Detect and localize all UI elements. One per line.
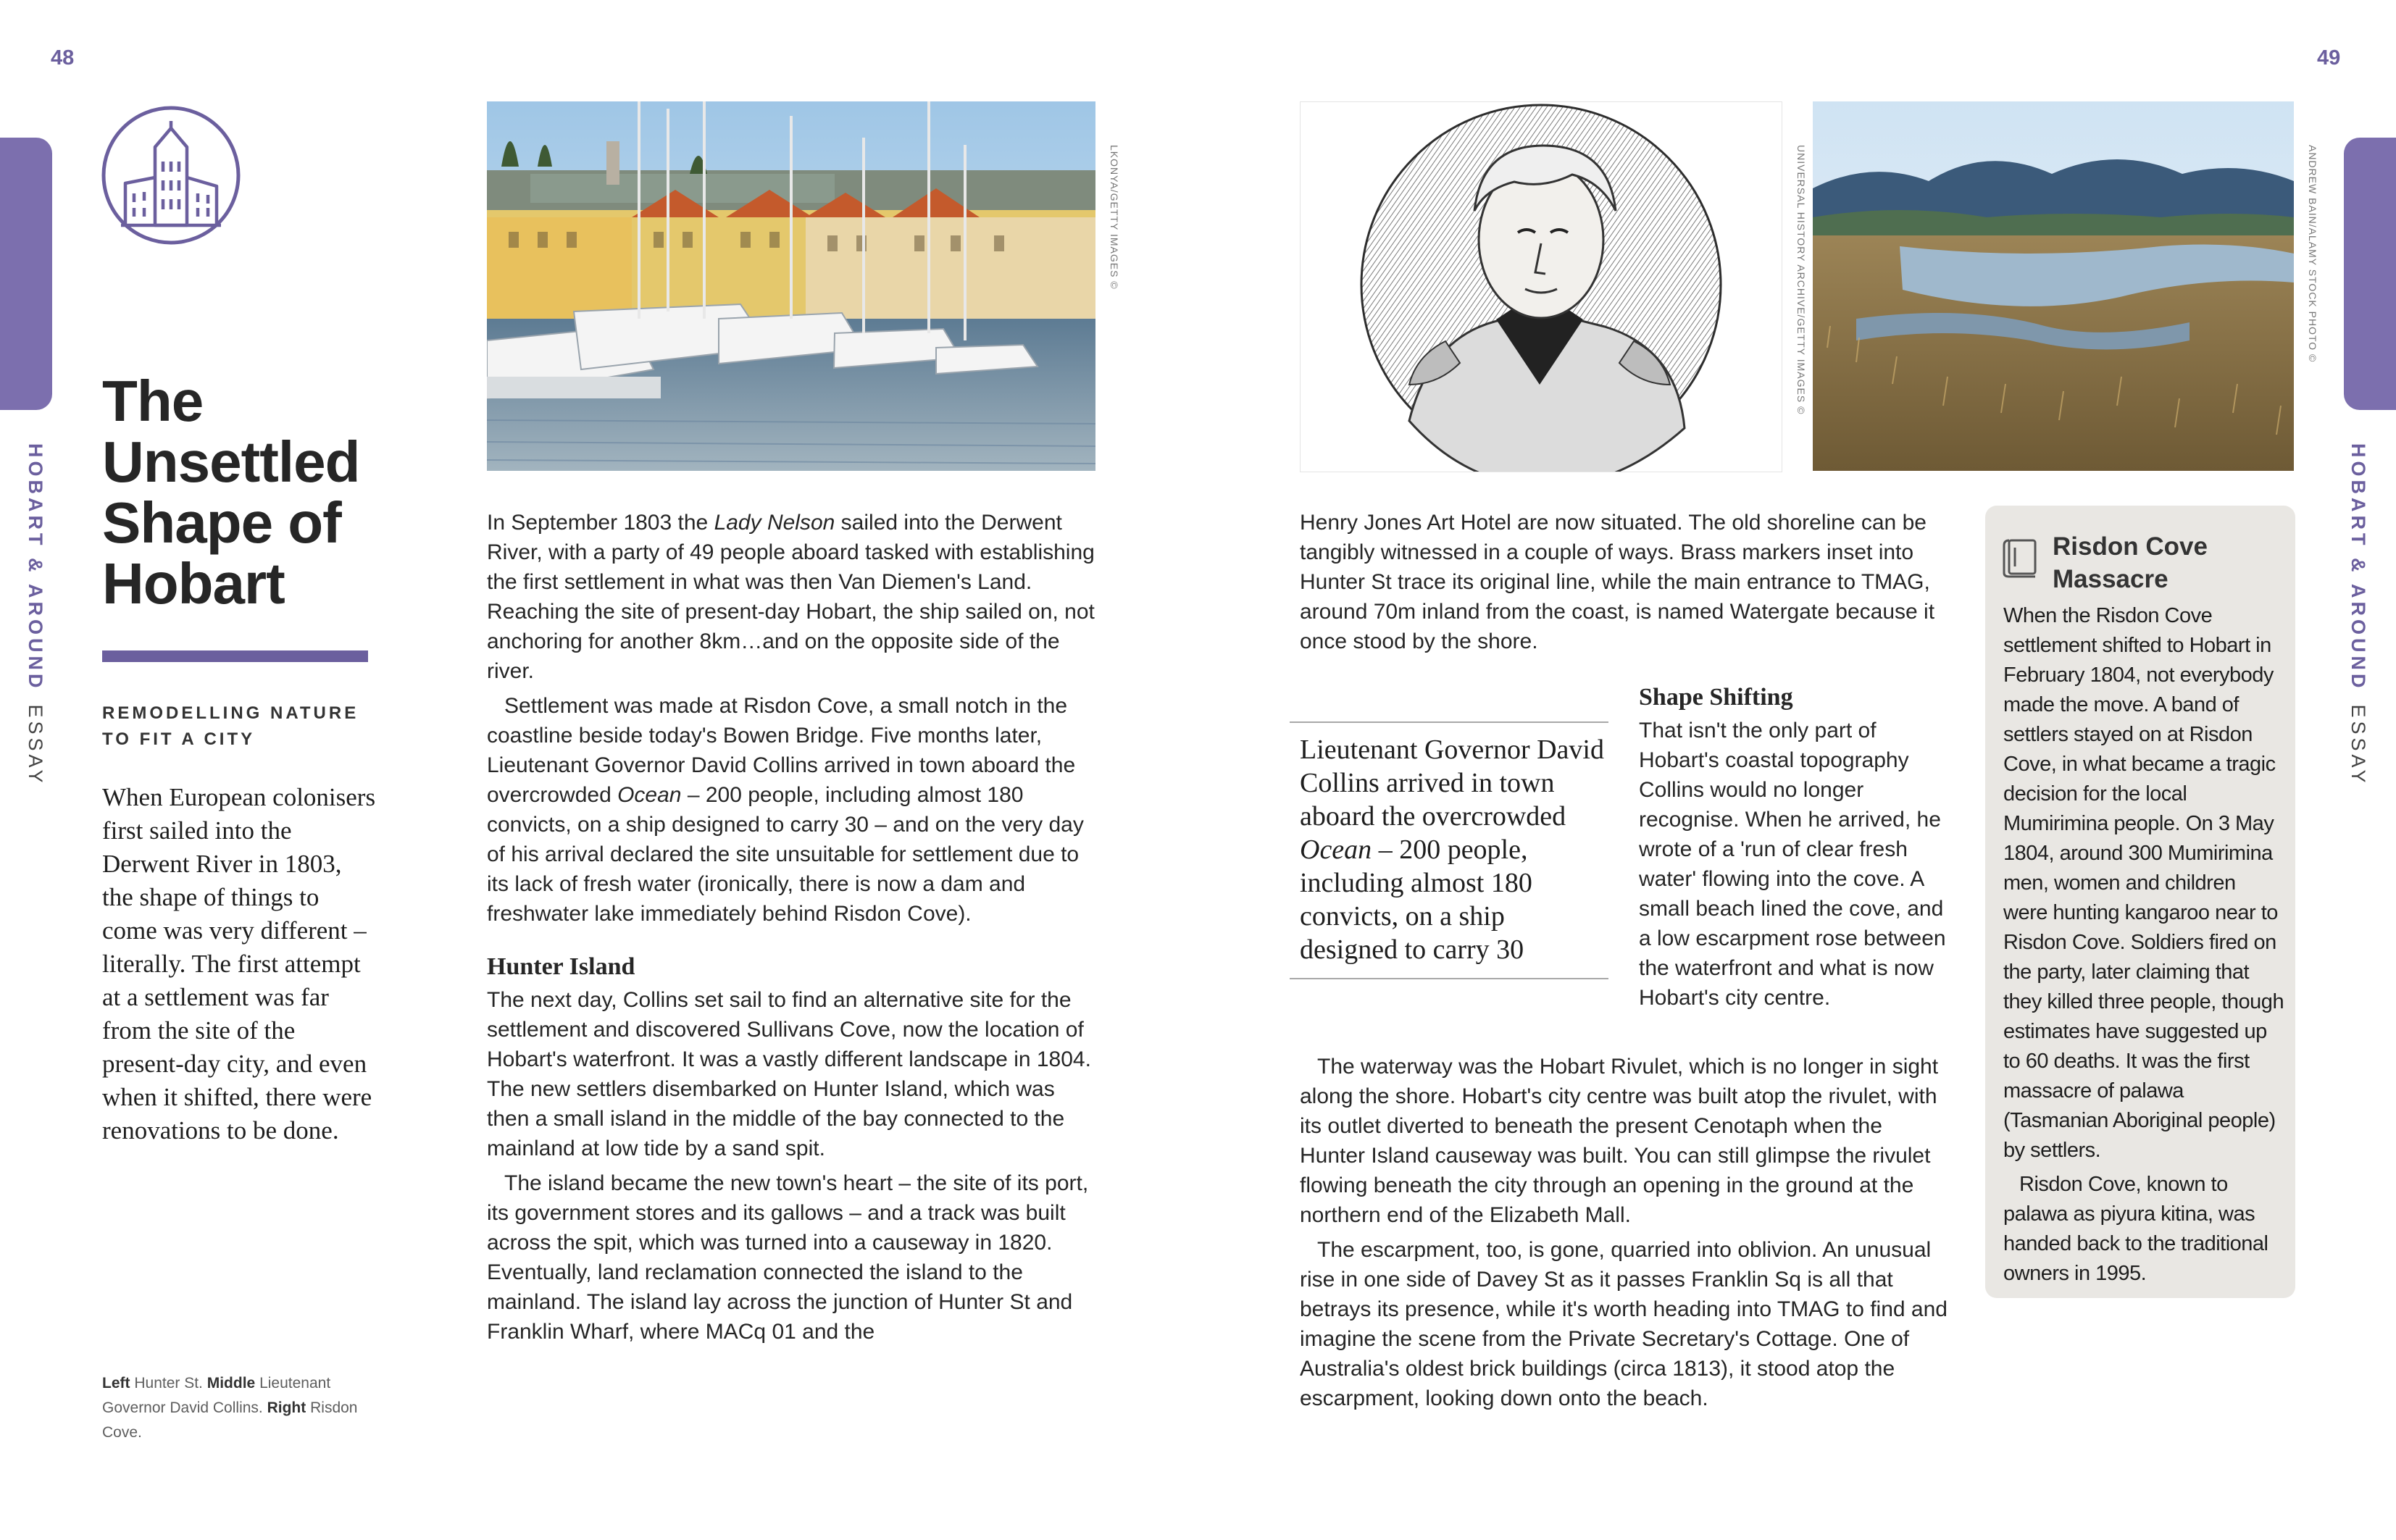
paragraph: The escarpment, too, is gone, quarried into oblivion. An unusual rise in one side of Davey St as it passes Franklin Sq is all that betrays its presence, while it's worth heading into TMAG to find and imagine the scene from the Private Secretary's Cottage. One of Australia's oldest brick buildings (circa 1813), it stood atop the escarpment, looking down onto the beach. [1300,1238,1948,1410]
page-number-left: 48 [51,46,75,70]
photo-risdon-cove [1813,101,2294,471]
sidebar-body [2003,601,2284,1289]
article-title: The Unsettled Shape of Hobart [102,369,360,616]
paragraph: Risdon Cove, known to palawa as piyura kitina, was handed back to the traditional owners in 1995. [2003,1173,2268,1285]
pull-quote: Lieutenant Governor David Collins arrived in town aboard the overcrowded Ocean – 200 people, including almost 180 convicts, on a ship designed to carry 30 [1290,721,1608,979]
standfirst: When European colonisers first sailed into the Derwent River in 1803, the shape of things to come was very different – literally. The first attempt at a settlement was far from the site of the present-day city, and even when it shifted, there were renovations to be done. [102,783,376,1144]
photo-david-collins [1300,101,1782,472]
subheading-hunter-island: Hunter Island [487,953,635,980]
body-column-2-side [1639,681,1952,1013]
running-head-left: HOBART & AROUNDESSAY [25,443,46,787]
book-icon [2002,537,2040,578]
body-column-1 [487,508,1095,1347]
paragraph: The island became the new town's heart – the site of its port, its government stores and its gallows – and a track was built across the spit, which was turned into a causeway in 1820. Eventually, land reclamation connected the island to the mainland. The island lay across the junction of Hunter St and Franklin Wharf, where MACq 01 and the [487,1171,1089,1344]
photo-captions: Left Hunter St. Middle Lieutenant Governor David Collins. Right Risdon Cove. [102,1375,358,1441]
page-number-right: 49 [2317,46,2341,70]
paragraph: In September 1803 the Lady Nelson sailed into the Derwent River, with a party of 49 people aboard tasked with establishing the first settlement in what was then Van Diemen's Land. Reaching the site of present-day Hobart, the ship sailed on, not anchoring for another 8km…and on the opposite side of the river. [487,511,1095,683]
article-kicker: REMODELLING NATURE TO FIT A CITY [102,703,359,749]
paragraph: That isn't the only part of Hobart's coastal topography Collins would no longer recognise. When he arrived, he wrote of a 'run of clear fresh water' flowing into the cove. A small beach lined the cove, and a low escarpment rose between the waterfront and what is now Hobart's city centre. [1639,719,1946,1010]
body-column-2-bottom [1300,1052,1952,1413]
subheading-shape-shifting: Shape Shifting [1639,684,1793,711]
photo-credit-middle: UNIVERSAL HISTORY ARCHIVE/GETTY IMAGES © [1795,145,1807,415]
sidebar-title: Risdon Cove Massacre [2053,532,2208,593]
body-column-2-top [1300,508,1952,656]
section-tab-left [0,138,52,410]
photo-credit-right: ANDREW BAIN/ALAMY STOCK PHOTO © [2307,145,2318,363]
photo-credit-left: LKONYA/GETTY IMAGES © [1109,145,1120,290]
running-head-right: HOBART & AROUNDESSAY [2347,443,2369,787]
paragraph: The next day, Collins set sail to find an alternative site for the settlement and discovered Sullivans Cove, now the location of Hobart's waterfront. It was a vastly different landscape in 1804. The new settlers disembarked on Hunter Island, which was then a small island in the middle of the bay connected to the mainland at low tide by a sand spit. [487,988,1091,1160]
building-icon [101,105,241,246]
title-rule [102,650,368,662]
section-tab-right [2344,138,2396,410]
photo-hunter-st [487,101,1095,471]
paragraph: When the Risdon Cove settlement shifted to Hobart in February 1804, not everybody made the move. A band of settlers stayed on at Risdon Cove, in what became a tragic decision for the local Mumirimina people. On 3 May 1804, around 300 Mumirimina men, women and children were hunting kangaroo near to Risdon Cove. Soldiers fired on the party, later claiming that they killed three people, though estimates have suggested up to 60 deaths. It was the first massacre of palawa (Tasmanian Aboriginal people) by settlers. [2003,604,2284,1162]
paragraph: Henry Jones Art Hotel are now situated. The old shoreline can be tangibly witnessed in a couple of ways. Brass markers inset into Hunter St trace its original line, while the main entrance to TMAG, around 70m inland from the coast, is named Watergate because it once stood by the shore. [1300,511,1935,653]
paragraph: The waterway was the Hobart Rivulet, which is no longer in sight along the shore. Hobart's city centre was built atop the rivulet, with its outlet diverted to beneath the present Cenotaph when the Hunter Island causeway was built. You can still glimpse the rivulet flowing beneath the city through an opening in the ground at the northern end of the Elizabeth Mall. [1300,1055,1939,1227]
paragraph: Settlement was made at Risdon Cove, a small notch in the coastline beside today's Bowen Bridge. Five months later, Lieutenant Governor David Collins arrived in town aboard the overcrowded Ocean – 200 people, including almost 180 convicts, on a ship designed to carry 30 – and on the very day of his arrival declared the site unsuitable for settlement due to its lack of fresh water (ironically, there is now a dam and freshwater lake immediately behind Risdon Cove). [487,694,1084,926]
